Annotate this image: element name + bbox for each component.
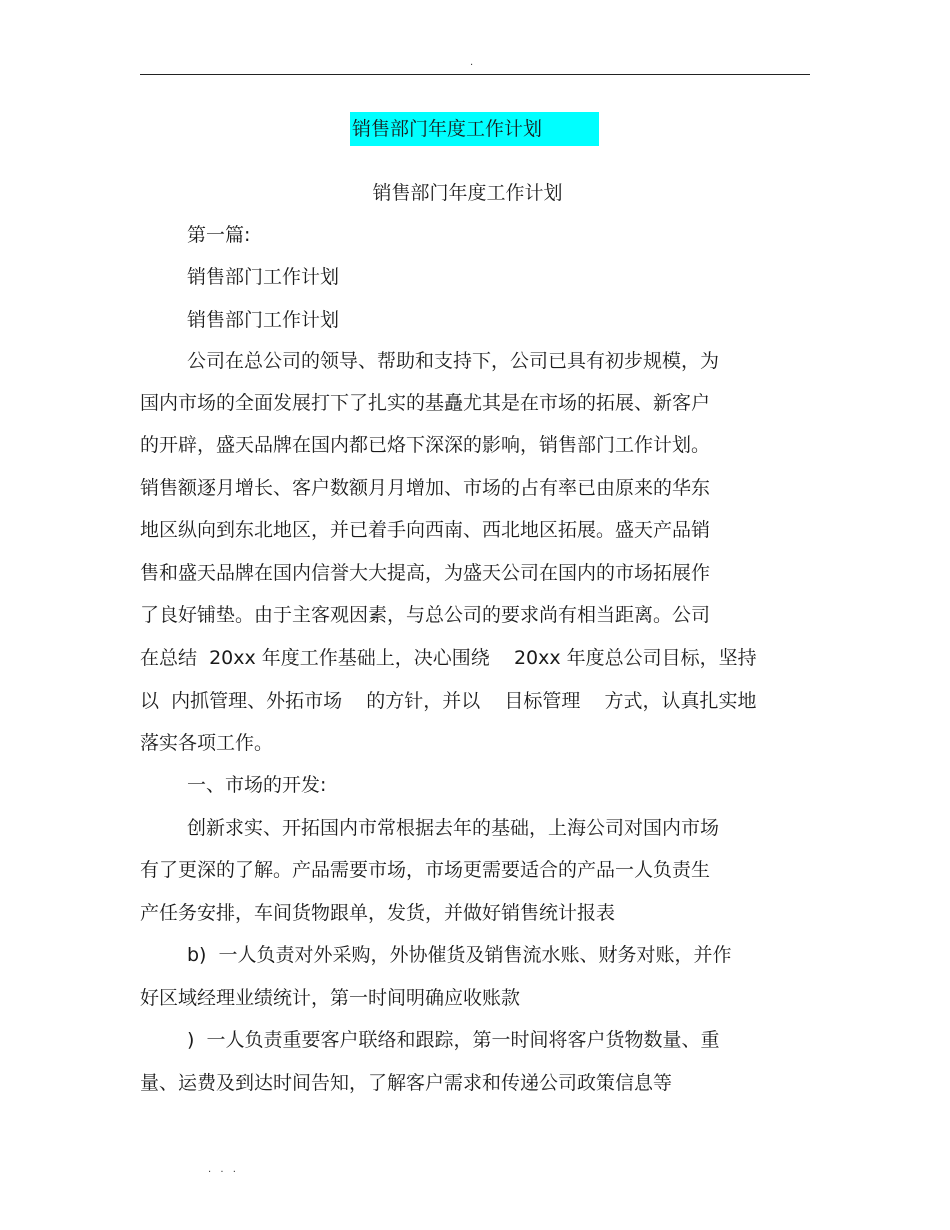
text-line: 在总结 20xx 年度工作基础上，决心围绕 20xx 年度总公司目标，坚持 [140,647,757,669]
text-line: 好区域经理业绩统计，第一时间明确应收账款 [140,987,521,1009]
text-line: 落实各项工作。 [140,732,274,754]
text-line: 以 内抓管理、外拓市场 的方针，并以 目标管理 方式，认真扎实地 [140,690,757,712]
header-mark: . [470,57,474,68]
text-line: 有了更深的了解。产品需要市场，市场更需要适合的产品一人负责生 [140,859,711,881]
document-subtitle: 销售部门年度工作计划 [372,182,563,204]
text-line: 产任务安排，车间货物跟单，发货，并做好销售统计报表 [140,902,616,924]
text-line: b) 一人负责对外采购，外协催货及销售流水账、财务对账，并作 [187,944,732,966]
text-line: ) 一人负责重要客户联络和跟踪，第一时间将客户货物数量、重 [187,1029,720,1051]
text-line: 国内市场的全面发展打下了扎实的基矗尤其是在市场的拓展、新客户 [140,392,711,414]
text-line: 销售部门工作计划 [187,309,340,331]
document-title: 销售部门年度工作计划 [350,112,599,146]
text-line: 公司在总公司的领导、帮助和支持下，公司已具有初步规模，为 [187,350,720,372]
text-line: 地区纵向到东北地区，并已着手向西南、西北地区拓展。盛天产品销 [140,519,711,541]
header-rule [140,74,810,75]
text-line: 售和盛天品牌在国内信誉大大提高，为盛天公司在国内的市场拓展作 [140,562,711,584]
text-line: 一、市场的开发: [187,774,327,796]
footer-mark: . . . [208,1164,239,1175]
text-line: 销售额逐月增长、客户数额月月增加、市场的占有率已由原来的华东 [140,477,711,499]
text-line: 量、运费及到达时间告知，了解客户需求和传递公司政策信息等 [140,1072,673,1094]
text-line: 的开辟，盛天品牌在国内都已烙下深深的影响，销售部门工作计划。 [140,434,711,456]
text-line: 销售部门工作计划 [187,266,340,288]
text-line: 创新求实、开拓国内市常根据去年的基础，上海公司对国内市场 [187,817,720,839]
text-line: 第一篇: [187,224,251,246]
text-line: 了良好铺垫。由于主客观因素，与总公司的要求尚有相当距离。公司 [140,604,711,626]
